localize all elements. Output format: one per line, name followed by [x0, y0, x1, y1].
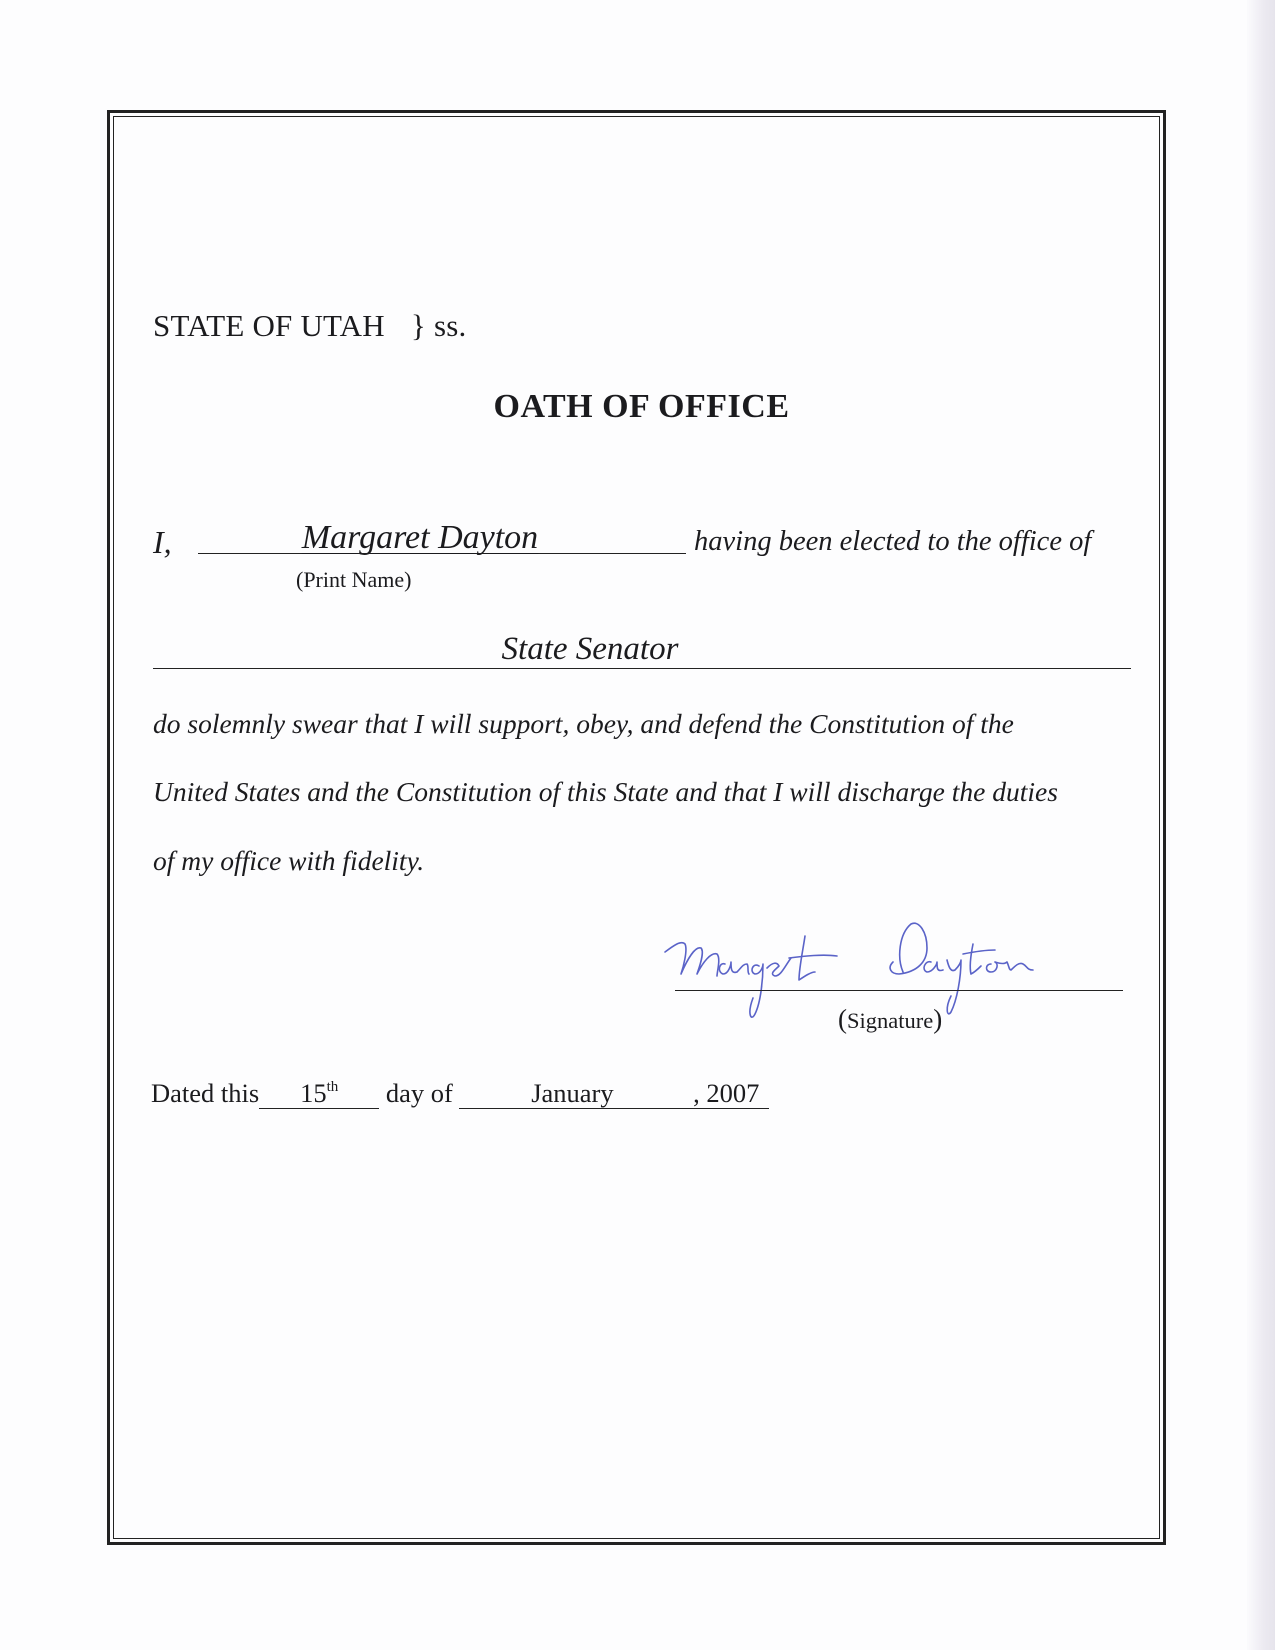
- oath-pronoun: I,: [153, 524, 172, 560]
- signature-caption-open-paren: (: [838, 1004, 847, 1034]
- office-line: [153, 668, 1131, 669]
- signature-line: [675, 990, 1123, 991]
- dated-comma: ,: [693, 1078, 700, 1108]
- dated-month-value: January: [531, 1078, 614, 1108]
- signature-caption-close-paren: ): [933, 1004, 943, 1034]
- having-been-elected-text: having been elected to the office of: [694, 526, 1092, 557]
- venue-ss: ss.: [433, 308, 467, 343]
- scan-edge-shadow: [1247, 0, 1275, 1650]
- print-name-caption: (Print Name): [296, 567, 412, 592]
- venue-state: STATE OF UTAH: [153, 308, 385, 343]
- page-title: OATH OF OFFICE: [493, 388, 790, 425]
- venue-heading: [153, 308, 466, 344]
- venue-brace: }: [410, 308, 426, 343]
- oath-text-line-3: of my office with fidelity.: [153, 845, 425, 876]
- dated-day-suffix: th: [326, 1079, 339, 1095]
- dated-day-field: [259, 1080, 379, 1109]
- office-value: State Senator: [501, 631, 679, 667]
- signature-caption-word: Signature: [847, 1008, 934, 1033]
- dated-day-value: 15: [300, 1078, 327, 1108]
- dated-line: [151, 1078, 769, 1109]
- signature-caption: [838, 1004, 942, 1035]
- dated-year-field: [685, 1080, 769, 1109]
- dated-month-field: [459, 1080, 685, 1109]
- dated-year-value: 2007: [706, 1078, 760, 1108]
- oath-text-line-1: do solemnly swear that I will support, obey, and defend the Constitution of the: [153, 708, 1014, 739]
- dated-day-of: day of: [385, 1078, 453, 1108]
- dated-prefix: Dated this: [151, 1078, 260, 1108]
- print-name-value: Margaret Dayton: [301, 519, 539, 556]
- oath-text-line-2: United States and the Constitution of this State and that I will discharge the duties: [153, 776, 1058, 807]
